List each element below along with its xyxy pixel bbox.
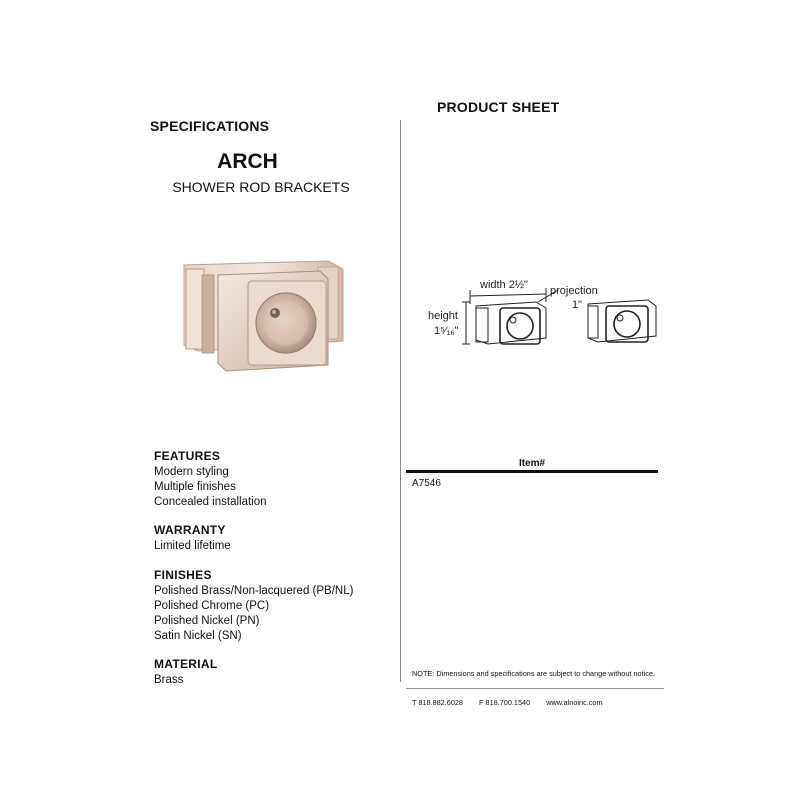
item-column-header: Item# xyxy=(518,458,546,469)
height-label: height xyxy=(428,310,458,322)
warranty-title: WARRANTY xyxy=(154,523,226,537)
website-link[interactable]: www.alnoinc.com xyxy=(546,698,603,707)
width-dimension-line xyxy=(470,294,546,296)
product-photo xyxy=(178,255,348,375)
disclaimer-note: NOTE: Dimensions and specifications are subject to change without notice. xyxy=(412,669,655,678)
product-subtitle: SHOWER ROD BRACKETS xyxy=(172,179,350,195)
warranty-item: Limited lifetime xyxy=(154,540,231,552)
height-value: 1⁵⁄₁₆" xyxy=(434,325,459,337)
projection-label: projection xyxy=(550,285,598,297)
finishes-section xyxy=(154,568,353,644)
material-item: Brass xyxy=(154,674,184,686)
finish-item: Satin Nickel (SN) xyxy=(154,630,242,642)
features-title: FEATURES xyxy=(154,449,221,463)
dimension-diagram xyxy=(418,272,668,364)
warranty-section xyxy=(154,523,231,554)
feature-item: Concealed installation xyxy=(154,496,267,508)
bracket-drawing-side xyxy=(588,300,656,342)
finish-item: Polished Chrome (PC) xyxy=(154,600,270,612)
material-section xyxy=(154,657,218,688)
item-header-rule xyxy=(406,470,658,473)
finish-item: Polished Brass/Non-lacquered (PB/NL) xyxy=(154,585,354,597)
bracket-drawing-front xyxy=(476,302,546,344)
specifications-header: SPECIFICATIONS xyxy=(150,118,270,134)
column-divider xyxy=(400,120,401,682)
phone-number: T 818.882.6028 xyxy=(412,698,463,707)
projection-value: 1" xyxy=(572,299,583,311)
feature-item: Multiple finishes xyxy=(154,481,236,493)
contact-line xyxy=(412,698,603,707)
feature-item: Modern styling xyxy=(154,466,229,478)
width-label: width 2½" xyxy=(480,279,528,291)
footer-rule xyxy=(406,688,664,689)
features-section xyxy=(154,449,267,510)
product-name: ARCH xyxy=(217,150,278,173)
product-sheet-header: PRODUCT SHEET xyxy=(437,99,560,115)
item-number: A7546 xyxy=(412,478,441,489)
finish-item: Polished Nickel (PN) xyxy=(154,615,260,627)
finishes-title: FINISHES xyxy=(154,568,212,582)
material-title: MATERIAL xyxy=(154,657,218,671)
fax-number: F 818.700.1540 xyxy=(479,698,531,707)
